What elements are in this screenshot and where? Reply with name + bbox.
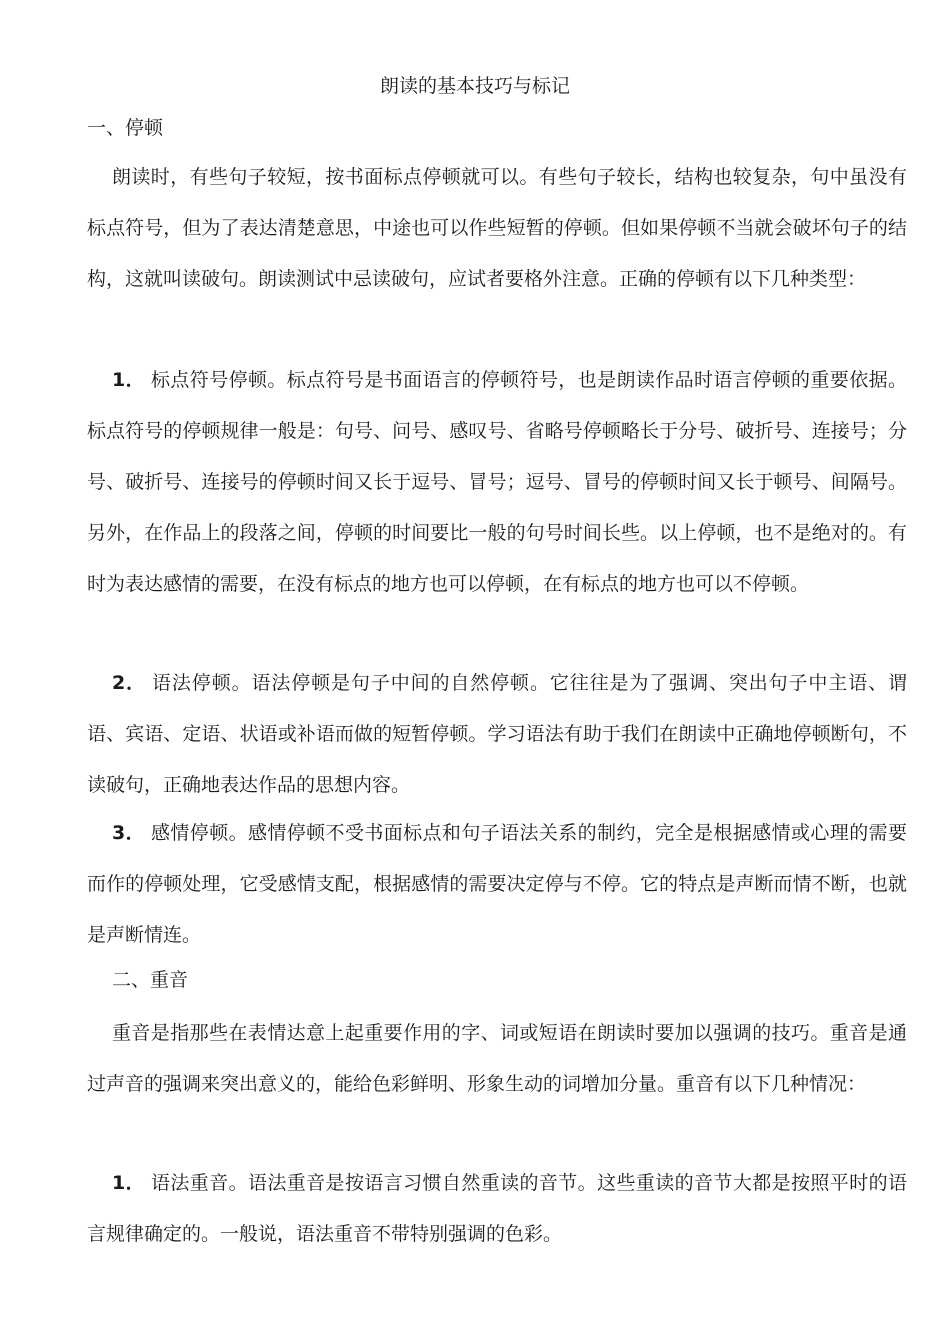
section-stress-intro: 重音是指那些在表情达意上起重要作用的字、词或短语在朗读时要加以强调的技巧。重音是通过声音的强调来突出意义的，能给色彩鲜明、形象生动的词增加分量。重音有以下几种情况： — [87, 1022, 907, 1095]
stress-item-1 — [87, 1158, 907, 1260]
pause-item-3-text: 感情停顿。感情停顿不受书面标点和句子语法关系的制约，完全是根据感情或心理的需要而作的停顿处理，它受感情支配，根据感情的需要决定停与不停。它的特点是声断而情不断，也就是声断情连。 — [87, 822, 907, 946]
pause-item-1-number: 1． — [112, 369, 146, 391]
pause-item-1 — [87, 355, 907, 610]
stress-item-1-number: 1． — [112, 1172, 146, 1194]
pause-item-1-text: 标点符号停顿。标点符号是书面语言的停顿符号，也是朗读作品时语言停顿的重要依据。标点符号的停顿规律一般是：句号、问号、感叹号、省略号停顿略长于分号、破折号、连接号；分号、破折号、连接号的停顿时间又长于逗号、冒号；逗号、冒号的停顿时间又长于顿号、间隔号。另外，在作品上的段落之间，停顿的时间要比一般的句号时间长些。以上停顿，也不是绝对的。有时为表达感情的需要，在没有标点的地方也可以停顿，在有标点的地方也可以不停顿。 — [87, 369, 907, 595]
pause-item-3-number: 3． — [112, 822, 146, 844]
section-heading-pause: 一、停顿 — [87, 117, 164, 139]
document-title: 朗读的基本技巧与标记 — [379, 75, 570, 97]
section-heading-stress: 二、重音 — [112, 969, 189, 991]
pause-item-2-number: 2． — [112, 672, 147, 694]
section-pause-intro: 朗读时，有些句子较短，按书面标点停顿就可以。有些句子较长，结构也较复杂，句中虽没有标点符号，但为了表达清楚意思，中途也可以作些短暂的停顿。但如果停顿不当就会破坏句子的结构，这就叫读破句。朗读测试中忌读破句，应试者要格外注意。正确的停顿有以下几种类型： — [87, 166, 907, 290]
pause-item-2-text: 语法停顿。语法停顿是句子中间的自然停顿。它往往是为了强调、突出句子中主语、谓语、宾语、定语、状语或补语而做的短暂停顿。学习语法有助于我们在朗读中正确地停顿断句，不读破句，正确地表达作品的思想内容。 — [87, 672, 907, 796]
pause-item-2 — [87, 658, 907, 811]
stress-item-1-text: 语法重音。语法重音是按语言习惯自然重读的音节。这些重读的音节大都是按照平时的语言规律确定的。一般说，语法重音不带特别强调的色彩。 — [87, 1172, 907, 1245]
pause-item-3 — [87, 808, 907, 961]
